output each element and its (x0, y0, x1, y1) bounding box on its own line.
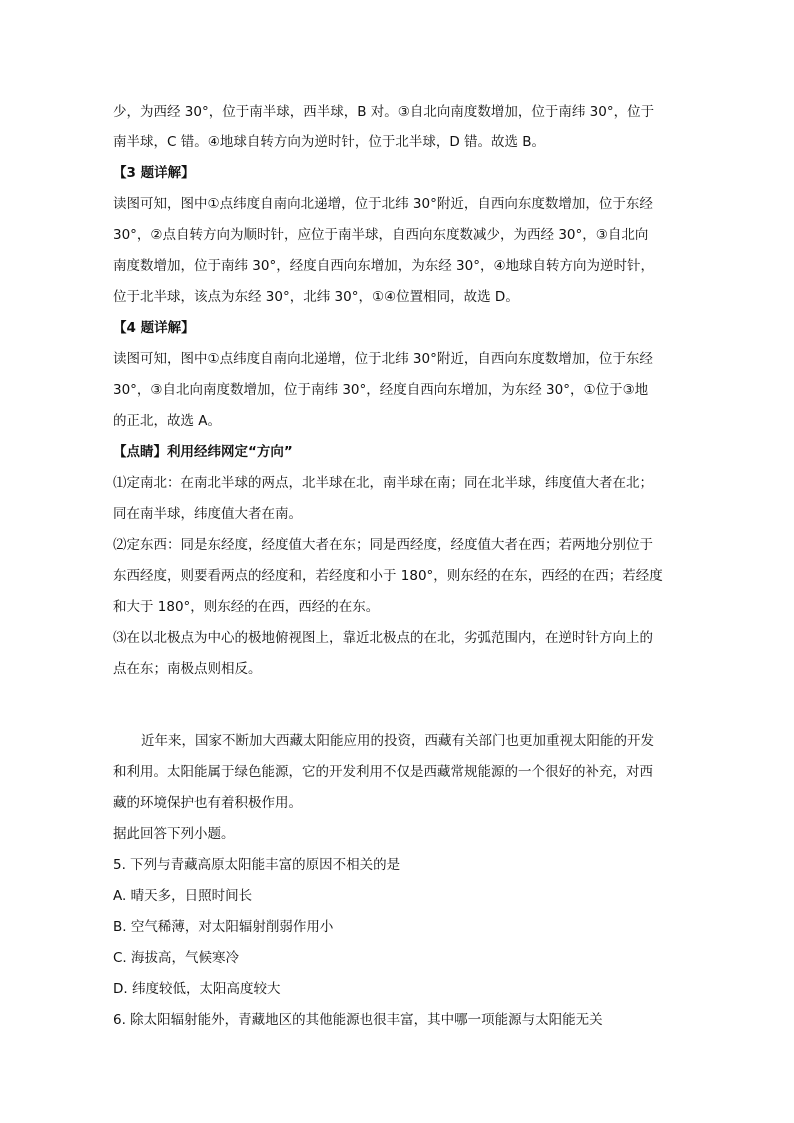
passage-line: 和利用。太阳能属于绿色能源，它的开发利用不仅是西藏常规能源的一个很好的补充，对西 (113, 764, 653, 780)
section-heading-3: 【3 题详解】 (113, 165, 195, 181)
text-line: 南半球，C 错。④地球自转方向为逆时针，位于北半球，D 错。故选 B。 (113, 134, 546, 150)
tip-heading: 【点睛】利用经纬网定“方向” (113, 444, 293, 460)
text-line: 同在南半球，纬度值大者在南。 (113, 506, 302, 522)
text-line: ⑴定南北：在南北半球的两点，北半球在北，南半球在南；同在北半球，纬度值大者在北； (113, 475, 653, 491)
text-line: 南度数增加，位于南纬 30°，经度自西向东增加，为东经 30°，④地球自转方向为逆时针， (113, 258, 655, 274)
question-5: 5. 下列与青藏高原太阳能丰富的原因不相关的是 (113, 857, 401, 873)
text-line: 点在东；南极点则相反。 (113, 661, 262, 677)
section-heading-4: 【4 题详解】 (113, 320, 195, 336)
question-6: 6. 除太阳辐射能外，青藏地区的其他能源也很丰富，其中哪一项能源与太阳能无关 (113, 1012, 603, 1028)
text-line: ⑵定东西：同是东经度，经度值大者在东；同是西经度，经度值大者在西；若两地分别位于 (113, 537, 653, 553)
text-line: 读图可知，图中①点纬度自南向北递增，位于北纬 30°附近，自西向东度数增加，位于东经 (113, 351, 653, 367)
option-d: D. 纬度较低，太阳高度较大 (113, 981, 281, 997)
passage-line: 藏的环境保护也有着积极作用。 (113, 795, 302, 811)
option-c: C. 海拔高，气候寒冷 (113, 950, 240, 966)
text-line: 30°，②点自转方向为顺时针，应位于南半球，自西向东度数减少，为西经 30°，③自北向 (113, 227, 649, 243)
text-line: 位于北半球，该点为东经 30°，北纬 30°，①④位置相同，故选 D。 (113, 289, 519, 305)
text-line: 读图可知，图中①点纬度自南向北递增，位于北纬 30°附近，自西向东度数增加，位于东经 (113, 196, 653, 212)
option-b: B. 空气稀薄，对太阳辐射削弱作用小 (113, 919, 334, 935)
text-line: 少，为西经 30°，位于南半球，西半球，B 对。③自北向南度数增加，位于南纬 30°，位于 (113, 104, 655, 120)
option-a: A. 晴天多，日照时间长 (113, 888, 253, 904)
text-line: ⑶在以北极点为中心的极地俯视图上，靠近北极点的在北，劣弧范围内，在逆时针方向上的 (113, 630, 653, 646)
text-line: 东西经度，则要看两点的经度和，若经度和小于 180°，则东经的在东，西经的在西；若经度 (113, 568, 663, 584)
passage-line: 近年来，国家不断加大西藏太阳能应用的投资，西藏有关部门也更加重视太阳能的开发 (141, 733, 654, 749)
text-line: 的正北，故选 A。 (113, 413, 222, 429)
text-line: 30°，③自北向南度数增加，位于南纬 30°，经度自西向东增加，为东经 30°，①位于③地 (113, 382, 649, 398)
instruction-line: 据此回答下列小题。 (113, 826, 235, 842)
text-line: 和大于 180°，则东经的在西，西经的在东。 (113, 599, 380, 615)
